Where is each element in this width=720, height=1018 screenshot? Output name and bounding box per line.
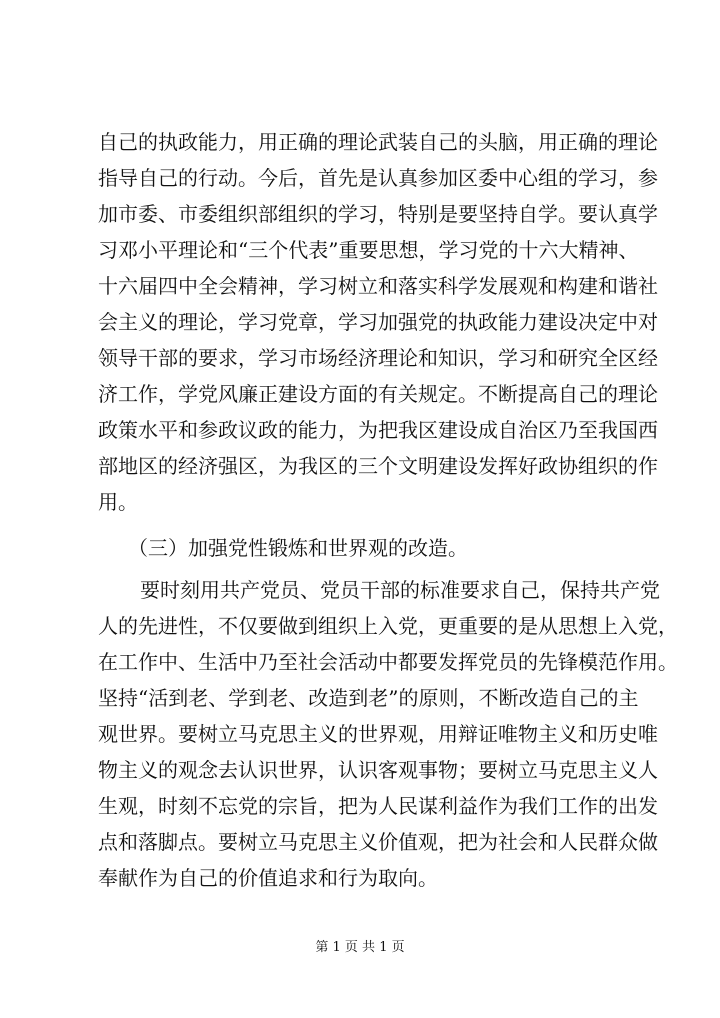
text-line: 用。 bbox=[98, 490, 138, 514]
paragraph-1-line bbox=[0, 340, 720, 376]
text-line: 济工作，学党风廉正建设方面的有关规定。不断提高自己的理论 bbox=[98, 382, 658, 406]
paragraph-2-line bbox=[0, 860, 720, 896]
paragraph-1-line bbox=[0, 484, 720, 520]
text-line: 自己的执政能力，用正确的理论武装自己的头脑，用正确的理论 bbox=[98, 130, 658, 154]
text-line: 坚持“活到老、学到老、改造到老”的原则，不断改造自己的主 bbox=[98, 686, 639, 710]
text-line: 观世界。要树立马克思主义的世界观，用辩证唯物主义和历史唯 bbox=[98, 722, 658, 746]
paragraph-2-line bbox=[0, 716, 720, 752]
paragraph-1-line bbox=[0, 232, 720, 268]
text-line: 会主义的理论，学习党章，学习加强党的执政能力建设决定中对 bbox=[98, 310, 658, 334]
paragraph-1-line bbox=[0, 304, 720, 340]
paragraph-2-line bbox=[0, 824, 720, 860]
section-heading-line bbox=[0, 530, 720, 566]
paragraph-1-line bbox=[0, 124, 720, 160]
text-line: 要时刻用共产党员、党员干部的标准要求自己，保持共产党 bbox=[140, 578, 660, 602]
text-line: 奉献作为自己的价值追求和行为取向。 bbox=[98, 866, 438, 890]
text-line: 加市委、市委组织部组织的学习，特别是要坚持自学。要认真学 bbox=[98, 202, 658, 226]
text-line: 十六届四中全会精神，学习树立和落实科学发展观和构建和谐社 bbox=[98, 274, 658, 298]
paragraph-1-line bbox=[0, 196, 720, 232]
section-heading: （三）加强党性锻炼和世界观的改造。 bbox=[128, 536, 468, 560]
text-line: 人的先进性，不仅要做到组织上入党，更重要的是从思想上入党， bbox=[98, 614, 678, 638]
paragraph-1-line bbox=[0, 268, 720, 304]
text-line: 物主义的观念去认识世界，认识客观事物；要树立马克思主义人 bbox=[98, 758, 658, 782]
text-line: 政策水平和参政议政的能力，为把我区建设成自治区乃至我国西 bbox=[98, 418, 658, 442]
text-line: 指导自己的行动。今后，首先是认真参加区委中心组的学习，参 bbox=[98, 166, 658, 190]
page-number-footer: 第 1 页 共 1 页 bbox=[315, 940, 405, 955]
paragraph-1-line bbox=[0, 448, 720, 484]
paragraph-1-line bbox=[0, 412, 720, 448]
text-line: 生观，时刻不忘党的宗旨，把为人民谋利益作为我们工作的出发 bbox=[98, 794, 658, 818]
paragraph-2-line bbox=[0, 644, 720, 680]
paragraph-2-line bbox=[0, 680, 720, 716]
text-line: 点和落脚点。要树立马克思主义价值观，把为社会和人民群众做 bbox=[98, 830, 658, 854]
paragraph-1-line bbox=[0, 376, 720, 412]
paragraph-2-line bbox=[0, 572, 720, 608]
text-line: 在工作中、生活中乃至社会活动中都要发挥党员的先锋模范作用。 bbox=[98, 650, 678, 674]
text-line: 部地区的经济强区，为我区的三个文明建设发挥好政协组织的作 bbox=[98, 454, 658, 478]
paragraph-1-line bbox=[0, 160, 720, 196]
paragraph-2-line bbox=[0, 752, 720, 788]
text-line: 领导干部的要求，学习市场经济理论和知识，学习和研究全区经 bbox=[98, 346, 658, 370]
paragraph-2-line bbox=[0, 788, 720, 824]
paragraph-2-line bbox=[0, 608, 720, 644]
text-line: 习邓小平理论和“三个代表”重要思想，学习党的十六大精神、 bbox=[98, 238, 639, 262]
